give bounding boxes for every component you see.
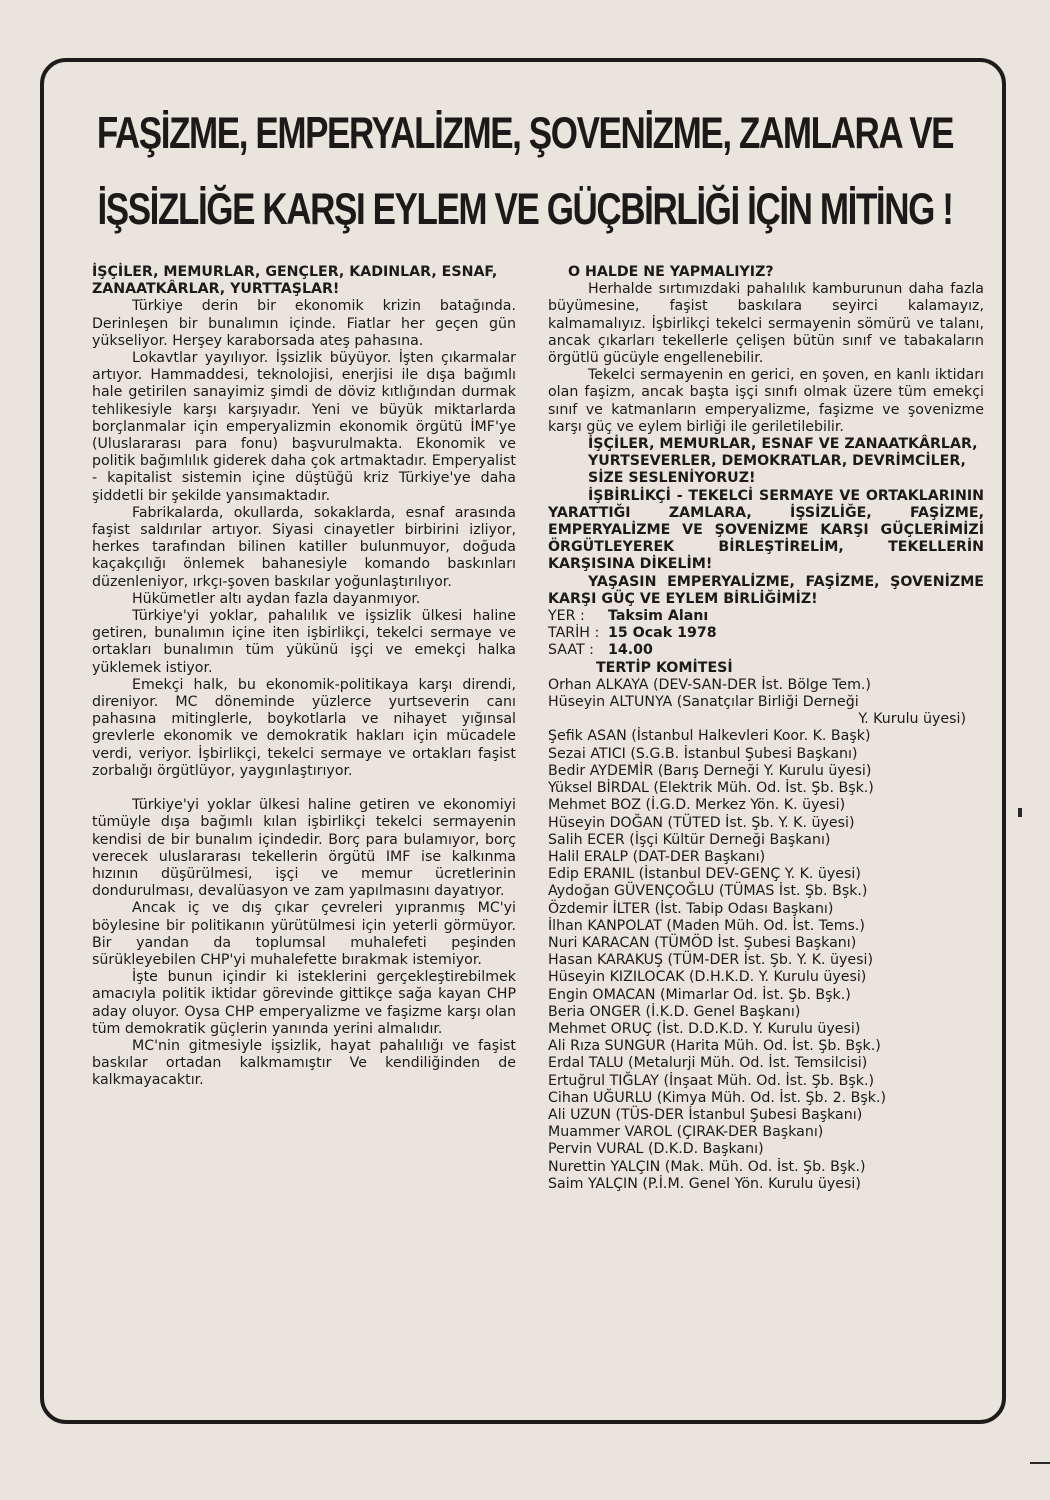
signatory: Halil ERALP (DAT-DER Başkanı) <box>548 848 766 865</box>
paragraph: MC'nin gitmesiyle işsizlik, hayat pahalılığı ve faşist baskılar ortadan kalkmamıştır Ve kendiliğinden de kalkmayacaktır. <box>92 1037 516 1089</box>
signatory: İlhan KANPOLAT (Maden Müh. Od. İst. Tems.) <box>548 917 865 934</box>
margin-edge-line <box>1030 1462 1050 1464</box>
slogan: İŞBİRLİKÇİ - TEKELCİ SERMAYE VE ORTAKLARININ YARATTIĞI ZAMLARA, İŞSİZLİĞE, FAŞİZME, EMPERYALİZME VE ŞOVENİZME KARŞI GÜÇLERİMİZİ ÖRGÜTLEYEREK BİRLEŞTİRELİM, TEKELLERİN KARŞISINA DİKELİM! <box>548 487 984 573</box>
paragraph: Türkiye'yi yoklar, pahalılık ve işsizlik ülkesi haline getiren, bunalımın içine iten işbirlikçi, tekelci sermaye ve ortakları bunalımın tüm yükünü işçi ve emekçi halka yüklemek istiyor. <box>92 608 516 676</box>
margin-tick-mark <box>1018 808 1022 817</box>
signatory: Engin OMACAN (Mimarlar Od. İst. Şb. Bşk.) <box>548 986 851 1003</box>
paragraph: Tekelci sermayenin en gerici, en şoven, en kanlı iktidarı olan faşizm, ancak başta işçi sınıfı olmak üzere tüm emekçi sınıf ve katmanların emperyalizme, faşizme ve şovenizme karşı güç ve eylem birliği ile geriletilebilir. <box>548 367 984 435</box>
paragraph: İşte bunun içindir ki isteklerini gerçekleştirebilmek amacıyla politik iktidar görevinde gittikçe sağa kayan CHP aday oluyor. Oysa CHP emperyalizme ve faşizme karşı olan tüm demokratik güçlerin yanında yerini almalıdır. <box>92 969 516 1037</box>
section-heading: O HALDE NE YAPMALIYIZ? <box>568 264 774 280</box>
event-time <box>548 642 984 659</box>
signatory: Yüksel BİRDAL (Elektrik Müh. Od. İst. Şb. Bşk.) <box>548 780 874 797</box>
event-place-value: Taksim Alanı <box>608 608 709 625</box>
signatory: Nuri KARACAN (TÜMÖD İst. Şubesi Başkanı) <box>548 934 857 951</box>
signatory: Hüseyin KIZILOCAK (D.H.K.D. Y. Kurulu üyesi) <box>548 969 867 986</box>
committee-title: TERTİP KOMİTESİ <box>596 659 733 676</box>
signatory: Bedir AYDEMİR (Barış Derneği Y. Kurulu üyesi) <box>548 762 872 779</box>
signatory: Orhan ALKAYA (DEV-SAN-DER İst. Bölge Tem.) <box>548 676 871 693</box>
signatory: Hüseyin ALTUNYA (Sanatçılar Birliği Derneği <box>548 694 859 711</box>
paragraph: Ancak iç ve dış çıkar çevreleri yıpranmış MC'yi böylesine bir politikanın yürütülmesi için yeterli görmüyor. Bir yandan da toplumsal muhalefeti peşinden sürükleyebilen CHP'yi muhalefette bırakmak istemiyor. <box>92 900 516 968</box>
event-place <box>548 608 984 625</box>
signatory: Ali Rıza SUNGUR (Harita Müh. Od. İst. Şb. Bşk.) <box>548 1038 881 1055</box>
event-time-value: 14.00 <box>608 642 653 659</box>
event-date-value: 15 Ocak 1978 <box>608 625 717 642</box>
paragraph: Türkiye derin bir ekonomik krizin batağında. Derinleşen bir bunalımın içinde. Fiatlar her geçen gün yükseliyor. Herşey karaborsada ateş pahasına. <box>92 298 516 349</box>
signatory: Mehmet BOZ (İ.G.D. Merkez Yön. K. üyesi) <box>548 797 846 814</box>
signatory: Erdal TALU (Metalurji Müh. Od. İst. Temsilcisi) <box>548 1055 868 1072</box>
address-heading: İŞÇİLER, MEMURLAR, GENÇLER, KADINLAR, ESNAF, ZANAATKÂRLAR, YURTTAŞLAR! <box>92 264 498 298</box>
signatory-list <box>548 677 984 1193</box>
slogan: YAŞASIN EMPERYALİZME, FAŞİZME, ŞOVENİZME KARŞI GÜÇ VE EYLEM BİRLİĞİMİZ! <box>548 573 984 607</box>
paragraph: Lokavtlar yayılıyor. İşsizlik büyüyor. İşten çıkarmalar artıyor. Hammaddesi, teknolojisi, enerjisi ile dışa bağımlı hale getirilen sanayimiz şimdi de döviz kıtlığından durmak tehlikesiyle karşı karşıyadır. Yeni ve büyük miktarlarda borçlanmalar için emperyalizmin ekonomik örgütü İMF'ye (Uluslararası para fonu) başvurulmakta. Ekonomik ve politik bağımlılık giderek daha çok artmaktadır. Emperyalist - kapitalist sistemin içine düştüğü kriz Türkiye'ye daha şiddetli bir şekilde yansımaktadır. <box>92 350 516 504</box>
signatory: Cihan UĞURLU (Kimya Müh. Od. İst. Şb. 2. Bşk.) <box>548 1089 887 1106</box>
event-date-label: TARİH : <box>548 625 600 642</box>
signatory: Mehmet ORUÇ (İst. D.D.K.D. Y. Kurulu üyesi) <box>548 1020 861 1037</box>
signatory: Özdemir İLTER (İst. Tabip Odası Başkanı) <box>548 900 834 917</box>
signatory: Ali UZUN (TÜS-DER İstanbul Şubesi Başkanı) <box>548 1106 863 1123</box>
signatory: Beria ONGER (İ.K.D. Genel Başkanı) <box>548 1003 801 1020</box>
signatory: Ertuğrul TIĞLAY (İnşaat Müh. Od. İst. Şb. Bşk.) <box>548 1072 875 1089</box>
paragraph: Türkiye'yi yoklar ülkesi haline getiren ve ekonomiyi tümüyle dışa bağımlı kılan işbirlikçi tekelci sermayenin kendisi de bir bunalım içindedir. Borç para bulamıyor, borç verecek uluslararası tekellerin örgütü IMF ise kalkınma hızının düşürülmesi, işçi ve memur ücretlerinin dondurulması, devalüasyon ve zam yapılmasını dayatıyor. <box>92 797 516 900</box>
paragraph: Herhalde sırtımızdaki pahalılık kamburunun daha fazla büyümesine, faşist baskılara seyirci kalamayız, kalmamalıyız. İşbirlikçi tekelci sermayenin sömürü ve talanı, ancak çıkarları tekellerle çelişen bütün sınıf ve tabakaların örgütlü gücüyle engellenebilir. <box>548 281 984 367</box>
headline-line-2: İŞSİZLİĞE KARŞI EYLEM VE GÜÇBİRLİĞİ İÇİN MİTİNG ! <box>97 184 953 235</box>
left-column <box>92 264 516 1090</box>
headline-line-1: FAŞİZME, EMPERYALİZME, ŞOVENİZME, ZAMLARA VE <box>96 108 954 159</box>
signatory: Saim YALÇIN (P.İ.M. Genel Yön. Kurulu üyesi) <box>548 1175 861 1192</box>
signatory: Sezai ATICI (S.G.B. İstanbul Şubesi Başkanı) <box>548 745 858 762</box>
event-time-label: SAAT : <box>548 642 594 659</box>
paragraph: Emekçi halk, bu ekonomik-politikaya karşı direndi, direniyor. MC döneminde yüzlerce yurtseverin canı pahasına mitinglerle, boykotlarla ve nihayet yığınsal grevlerle ekonomik ve demokratik hakları için mücadele verdi, veriyor. İşbirlikçi, tekelci sermaye ve ortakları faşist zorbalığı örgütlüyor, yaygınlaştırıyor. <box>92 676 516 779</box>
event-place-label: YER : <box>548 608 585 625</box>
signatory: Edip ERANIL (İstanbul DEV-GENÇ Y. K. üyesi) <box>548 866 861 883</box>
signatory: Nurettin YALÇIN (Mak. Müh. Od. İst. Şb. Bşk.) <box>548 1158 866 1175</box>
signatory: Hüseyin DOĞAN (TÜTED İst. Şb. Y. K. üyesi) <box>548 814 855 831</box>
call-to-workers: İŞÇİLER, MEMURLAR, ESNAF VE ZANAATKÂRLAR, YURTSEVERLER, DEMOKRATLAR, DEVRİMCİLER, SİZE SESLENİYORUZ! <box>588 436 978 487</box>
event-date <box>548 625 984 642</box>
signatory: Aydoğan GÜVENÇOĞLU (TÜMAS İst. Şb. Bşk.) <box>548 883 868 900</box>
right-column <box>548 264 984 1193</box>
signatory: Y. Kurulu üyesi) <box>858 711 966 728</box>
signatory: Muammer VAROL (ÇIRAK-DER Başkanı) <box>548 1124 824 1141</box>
signatory: Salih ECER (İşçi Kültür Derneği Başkanı) <box>548 831 831 848</box>
paragraph: Hükümetler altı aydan fazla dayanmıyor. <box>132 590 421 607</box>
signatory: Hasan KARAKUŞ (TÜM-DER İst. Şb. Y. K. üyesi) <box>548 952 874 969</box>
signatory: Şefik ASAN (İstanbul Halkevleri Koor. K. Başk) <box>548 728 871 745</box>
paragraph: Fabrikalarda, okullarda, sokaklarda, esnaf arasında faşist saldırılar artıyor. Siyasi cinayetler birbirini izliyor, herkes tarafından bilinen katiller bulunmuyor, doğuda kaçakçılığı önlemek bahanesiyle komando baskınları düzenleniyor, ırkçı-şoven baskılar yoğunlaştırılıyor. <box>92 504 516 590</box>
signatory: Pervin VURAL (D.K.D. Başkanı) <box>548 1141 764 1158</box>
